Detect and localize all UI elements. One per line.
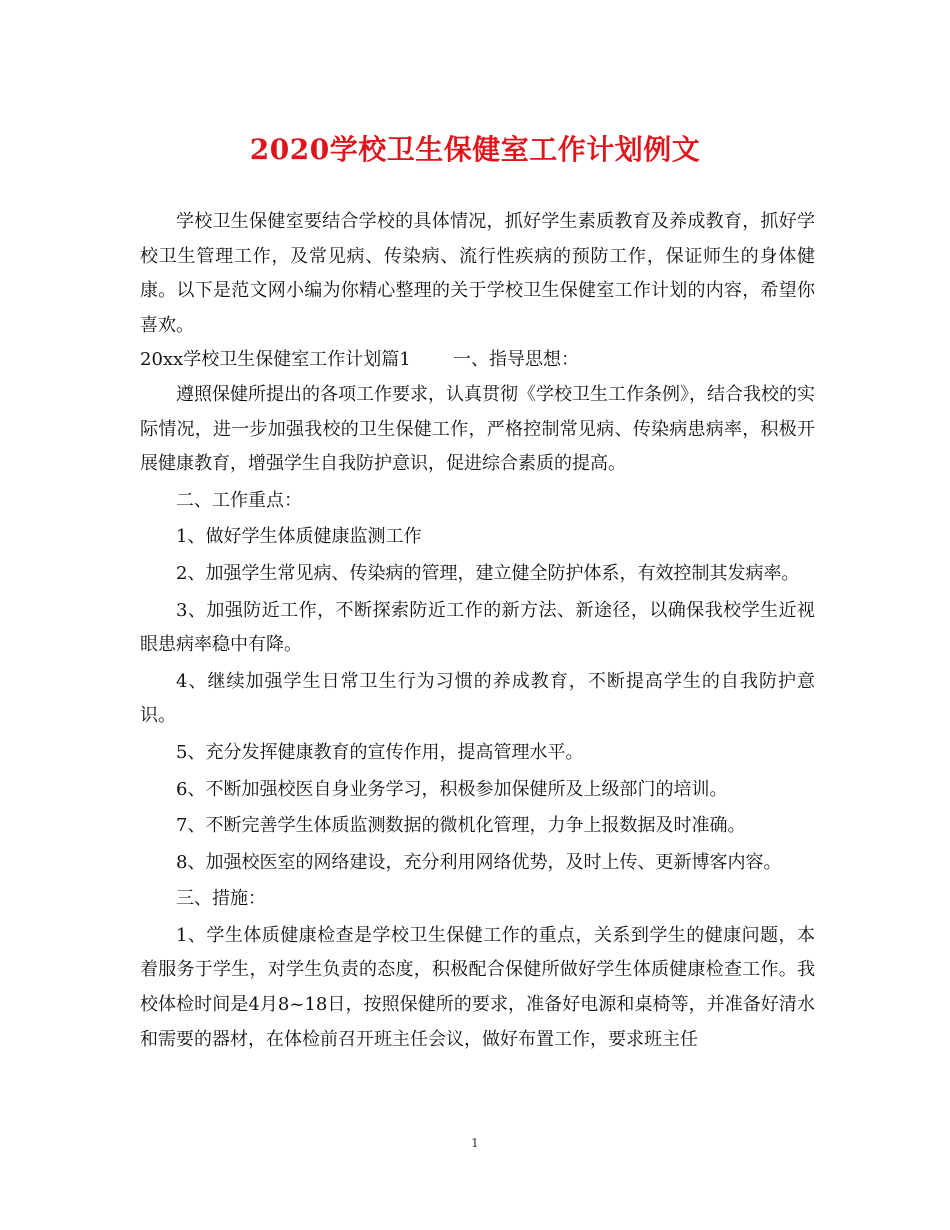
focus-item-1: 1、做好学生体质健康监测工作 xyxy=(176,526,422,548)
focus-item-3: 3、加强防近工作，不断探索防近工作的新方法、新途径，以确保我校学生近视眼患病率稳中有降。 xyxy=(140,599,815,656)
focus-heading: 二、工作重点： xyxy=(176,489,302,511)
focus-item-5: 5、充分发挥健康教育的宣传作用，提高管理水平。 xyxy=(176,741,584,763)
focus-item-7: 7、不断完善学生体质监测数据的微机化管理，力争上报数据及时准确。 xyxy=(176,815,746,837)
plan-heading-row xyxy=(140,343,815,378)
plan-section-heading: 20xx学校卫生保健室工作计划篇1 xyxy=(140,349,411,371)
focus-item-8: 8、加强校医室的网络建设，充分利用网络优势，及时上传、更新博客内容。 xyxy=(176,851,782,873)
guiding-paragraph: 遵照保健所提出的各项工作要求，认真贯彻《学校卫生工作条例》，结合我校的实际情况，进一步加强我校的卫生保健工作，严格控制常见病、传染病患病率，积极开展健康教育，增强学生自我防护意识，促进综合素质的提高。 xyxy=(140,383,815,475)
document-title: 2020学校卫生保健室工作计划例文 xyxy=(249,133,701,166)
document-body xyxy=(140,205,815,1057)
guiding-thought-heading: 一、指导思想： xyxy=(453,349,579,371)
focus-item-4: 4、继续加强学生日常卫生行为习惯的养成教育，不断提高学生的自我防护意识。 xyxy=(140,670,815,727)
measure-1: 1、学生体质健康检查是学校卫生保健工作的重点，关系到学生的健康问题，本着服务于学生，对学生负责的态度，积极配合保健所做好学生体质健康检查工作。我校体检时间是4月8~18日，按照保健所的要求，准备好电源和桌椅等，并准备好清水和需要的器材，在体检前召开班主任会议，做好布置工作，要求班主任 xyxy=(140,924,815,1050)
focus-item-2: 2、加强学生常见病、传染病的管理，建立健全防护体系，有效控制其发病率。 xyxy=(176,562,800,584)
page-number: 1 xyxy=(471,1136,479,1150)
focus-item-6: 6、不断加强校医自身业务学习，积极参加保健所及上级部门的培训。 xyxy=(176,778,728,800)
measures-heading: 三、措施： xyxy=(176,888,266,910)
intro-paragraph: 学校卫生保健室要结合学校的具体情况，抓好学生素质教育及养成教育，抓好学校卫生管理工作，及常见病、传染病、流行性疾病的预防工作，保证师生的身体健康。以下是范文网小编为你精心整理的关于学校卫生保健室工作计划的内容，希望你喜欢。 xyxy=(140,211,815,336)
